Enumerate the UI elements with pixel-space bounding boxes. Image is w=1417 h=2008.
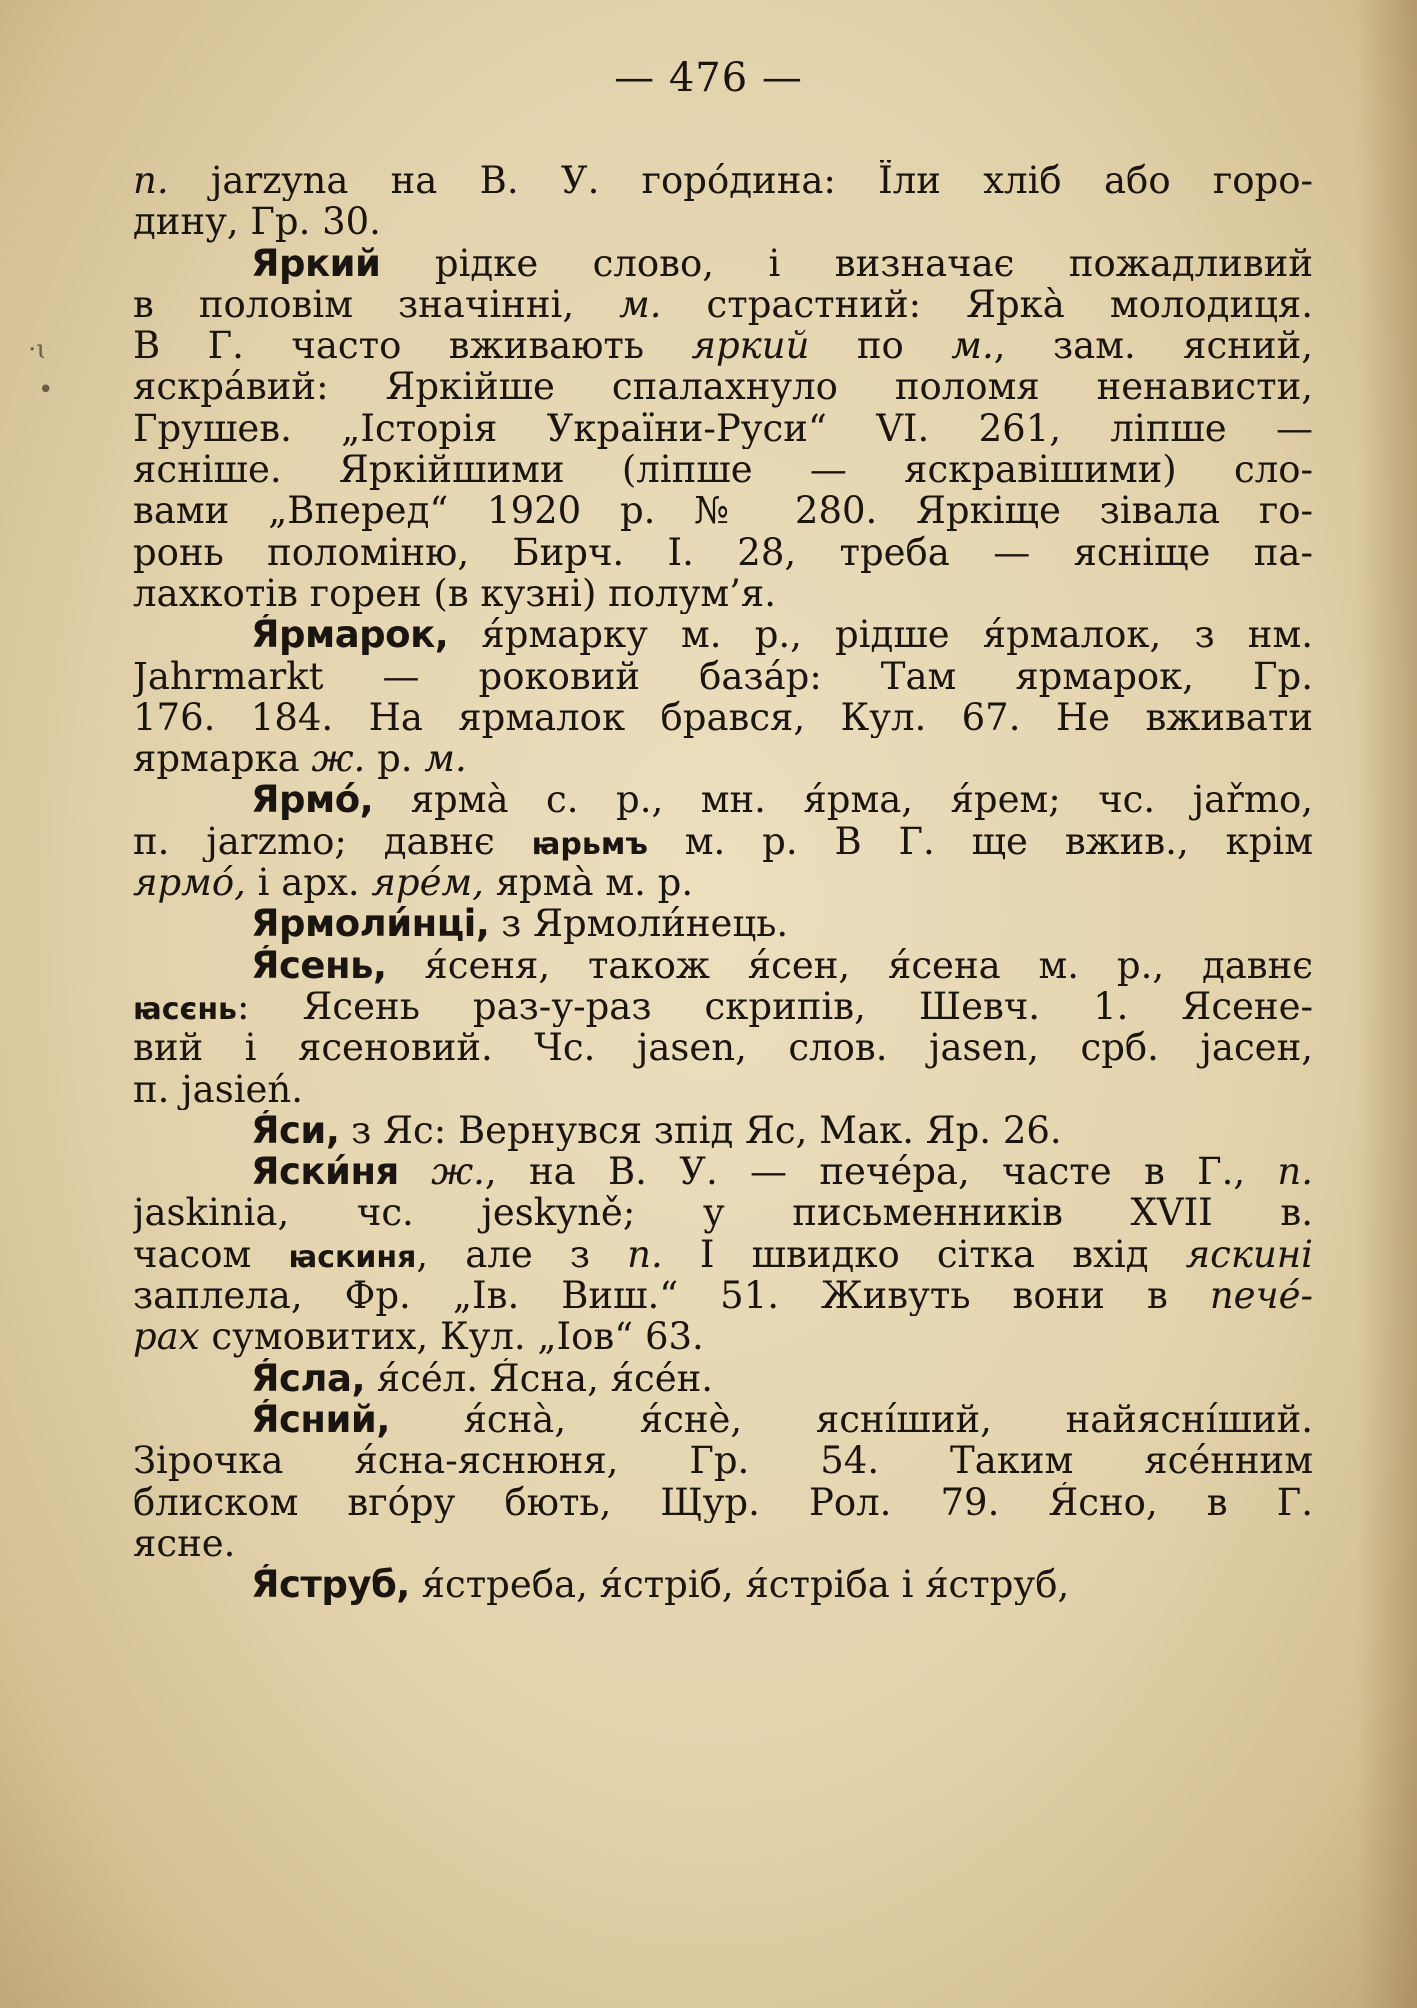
text-line (133, 1027, 1313, 1068)
text-segment: Грушев. „Історія України-Руси“ VI. 261, ліпше — (133, 407, 1313, 450)
text-segment: ярма̀ м. р. (483, 862, 694, 904)
headword: Я́си, (251, 1109, 340, 1152)
text-line (133, 325, 1313, 366)
text-segment: р. (365, 738, 425, 780)
text-segment: , але з (416, 1233, 628, 1276)
italic-text: пече́- (1209, 1275, 1313, 1317)
old-slavonic-word: ꙗрьмъ (531, 826, 648, 862)
headword: Я́сла, (251, 1357, 366, 1399)
text-segment: ясне. (133, 1522, 236, 1565)
text-segment: я́сна̀, я́снѐ, ясні́ший, найясні́ший. (389, 1398, 1313, 1441)
text-segment: в половім значінні, (133, 283, 620, 326)
text-line (133, 243, 1313, 284)
text-line (133, 366, 1313, 407)
text-segment: і арх. (245, 862, 372, 904)
text-line (133, 1564, 1313, 1605)
text-segment: рідке слово, і визначає пожадливий (380, 242, 1313, 284)
text-line (133, 1358, 1313, 1399)
text-segment: я́рмарку м. р., рідше я́рмалок, з нм. (448, 614, 1313, 656)
page-number: — 476 — (614, 55, 803, 101)
entry-yasy (133, 1110, 1313, 1151)
text-line (133, 1399, 1313, 1440)
old-slavonic-word: ꙗскиня (288, 1239, 417, 1275)
text-segment: jarzyna на В. У. горо́дина: Їли хліб або горо- (168, 160, 1313, 202)
headword: Яркий (251, 242, 381, 284)
text-line (133, 1234, 1313, 1275)
text-line (133, 945, 1313, 986)
italic-text: м. (619, 283, 662, 326)
text-segment: з Яс: Вернувся зпід Яс, Мак. Яр. 26. (339, 1109, 1062, 1152)
text-line (133, 1110, 1313, 1151)
italic-text: рах (133, 1316, 200, 1358)
entry-yarmolyntsi (133, 903, 1313, 944)
entry-yaskynia (133, 1151, 1313, 1357)
text-line (133, 573, 1313, 614)
italic-text: м. (424, 738, 467, 780)
text-line (133, 201, 1313, 242)
italic-text: яскині (1185, 1233, 1313, 1276)
text-line (133, 490, 1313, 531)
text-line (133, 656, 1313, 697)
page-edge-shadow (1357, 0, 1417, 2008)
italic-text: ж. (431, 1151, 485, 1193)
text-segment: вий і ясеновий. Чс. jasen, слов. jasen, срб. jасен, (133, 1027, 1313, 1069)
text-segment: блиском вго́ру бють, Щур. Рол. 79. Я́сно, в Г. (133, 1481, 1313, 1523)
text-line (133, 408, 1313, 449)
italic-text: ж. (311, 738, 366, 780)
text-line (133, 1192, 1313, 1233)
text-line (133, 160, 1313, 201)
text-segment: В Г. часто вживають (133, 325, 692, 367)
headword: Я́сень, (251, 944, 387, 986)
text-segment: , на В. У. — пече́ра, часте в Г., (484, 1151, 1278, 1193)
text-segment: Jahrmarkt — роковий база́р: Там ярмарок, Гр. (133, 655, 1313, 697)
text-segment: часом (133, 1233, 289, 1276)
text-segment: дину, Гр. 30. (133, 201, 381, 243)
margin-mark-2: • (38, 375, 54, 405)
text-line (133, 1316, 1313, 1357)
text-segment: ярма̀ с. р., мн. я́рма, я́рем; чс. jařmo, (373, 779, 1313, 821)
entry-yarmarok (133, 614, 1313, 779)
old-slavonic-word: ꙗсєнь (133, 991, 238, 1027)
headword: Я́сний, (251, 1398, 390, 1441)
text-line (133, 1275, 1313, 1316)
text-segment: з Ярмоли́нець. (489, 903, 789, 945)
text-line (133, 779, 1313, 820)
text-segment: лахкотів горен (в кузні) полум’я. (133, 572, 777, 615)
text-line (133, 738, 1313, 779)
text-segment: ярмарка (133, 738, 312, 780)
text-segment: я́се́л. Я́сна, я́се́н. (365, 1357, 714, 1399)
headword: Я́струб, (251, 1564, 410, 1606)
headword: Ярмоли́нці, (251, 903, 490, 945)
text-line (133, 1440, 1313, 1481)
text-segment: яскра́вий: Яркійше спалахнуло поломя ненависти, (133, 366, 1313, 408)
entry-continuation (133, 160, 1313, 243)
text-segment: ронь поломіню, Бирч. І. 28, треба — ясніще па- (133, 531, 1313, 573)
entry-yasnyi (133, 1399, 1313, 1564)
headword: Ярмо́, (251, 779, 374, 821)
entry-yastreb (133, 1564, 1313, 1605)
text-segment: п. jasień. (133, 1068, 304, 1110)
headword: Я́рмарок, (251, 614, 449, 656)
entry-yasen (133, 945, 1313, 1110)
italic-text: п. (1277, 1151, 1313, 1193)
text-line (133, 903, 1313, 944)
text-line (133, 1482, 1313, 1523)
text-segment: , зам. ясний, (993, 325, 1313, 367)
text-line (133, 532, 1313, 573)
text-line (133, 1151, 1313, 1192)
text-segment: я́стреба, я́стріб, я́стріба і я́струб, (409, 1564, 1070, 1606)
entry-yasla (133, 1358, 1313, 1399)
italic-text: п. (627, 1233, 663, 1276)
text-line (133, 821, 1313, 862)
text-line (133, 284, 1313, 325)
text-segment: я́сеня, також я́сен, я́сена м. р., давнє (386, 944, 1313, 986)
italic-text: п. (133, 160, 169, 202)
text-segment: вами „Вперед“ 1920 р. № 280. Яркіще зівала го- (133, 490, 1313, 532)
text-segment: Зірочка я́сна-яснюня, Гр. 54. Таким ясе́нним (133, 1440, 1313, 1482)
text-line (133, 986, 1313, 1027)
italic-text: яре́м, (371, 862, 484, 904)
text-segment: jaskinia, чс. jeskyně; у письменників XVII в. (133, 1192, 1313, 1234)
entry-yarmo (133, 779, 1313, 903)
text-line (133, 697, 1313, 738)
text-line (133, 449, 1313, 490)
text-line (133, 862, 1313, 903)
margin-mark-1: ·ɩ (28, 335, 47, 365)
text-line (133, 1523, 1313, 1564)
text-segment: сумовитих, Кул. „Іов“ 63. (199, 1316, 704, 1358)
text-segment: заплела, Фр. „Ів. Виш.“ 51. Живуть вони в (133, 1275, 1210, 1317)
italic-text: ярмо́, (133, 862, 246, 904)
text-segment: ясніше. Яркійшими (ліпше — яскравішими) сло- (133, 449, 1313, 491)
text-segment: : Ясень раз-у-раз скрипів, Шевч. 1. Ясене- (237, 985, 1313, 1028)
italic-text: м. (951, 325, 994, 367)
text-line (133, 614, 1313, 655)
entry-yarkyi (133, 243, 1313, 615)
headword: Яски́ня (251, 1151, 399, 1193)
text-segment (399, 1151, 431, 1192)
italic-text: яркий (691, 325, 810, 367)
text-segment: по (809, 325, 952, 367)
text-segment: страстний: Ярка̀ молодиця. (661, 283, 1313, 326)
text-segment: м. р. В Г. ще вжив., крім (647, 820, 1313, 863)
dictionary-text-column (133, 160, 1313, 1605)
text-segment: І швидко сітка вхід (662, 1233, 1186, 1276)
text-segment: п. jarzmo; давнє (133, 820, 532, 863)
text-line (133, 1069, 1313, 1110)
text-segment: 176. 184. На ярмалок брався, Кул. 67. Не вживати (133, 696, 1313, 739)
